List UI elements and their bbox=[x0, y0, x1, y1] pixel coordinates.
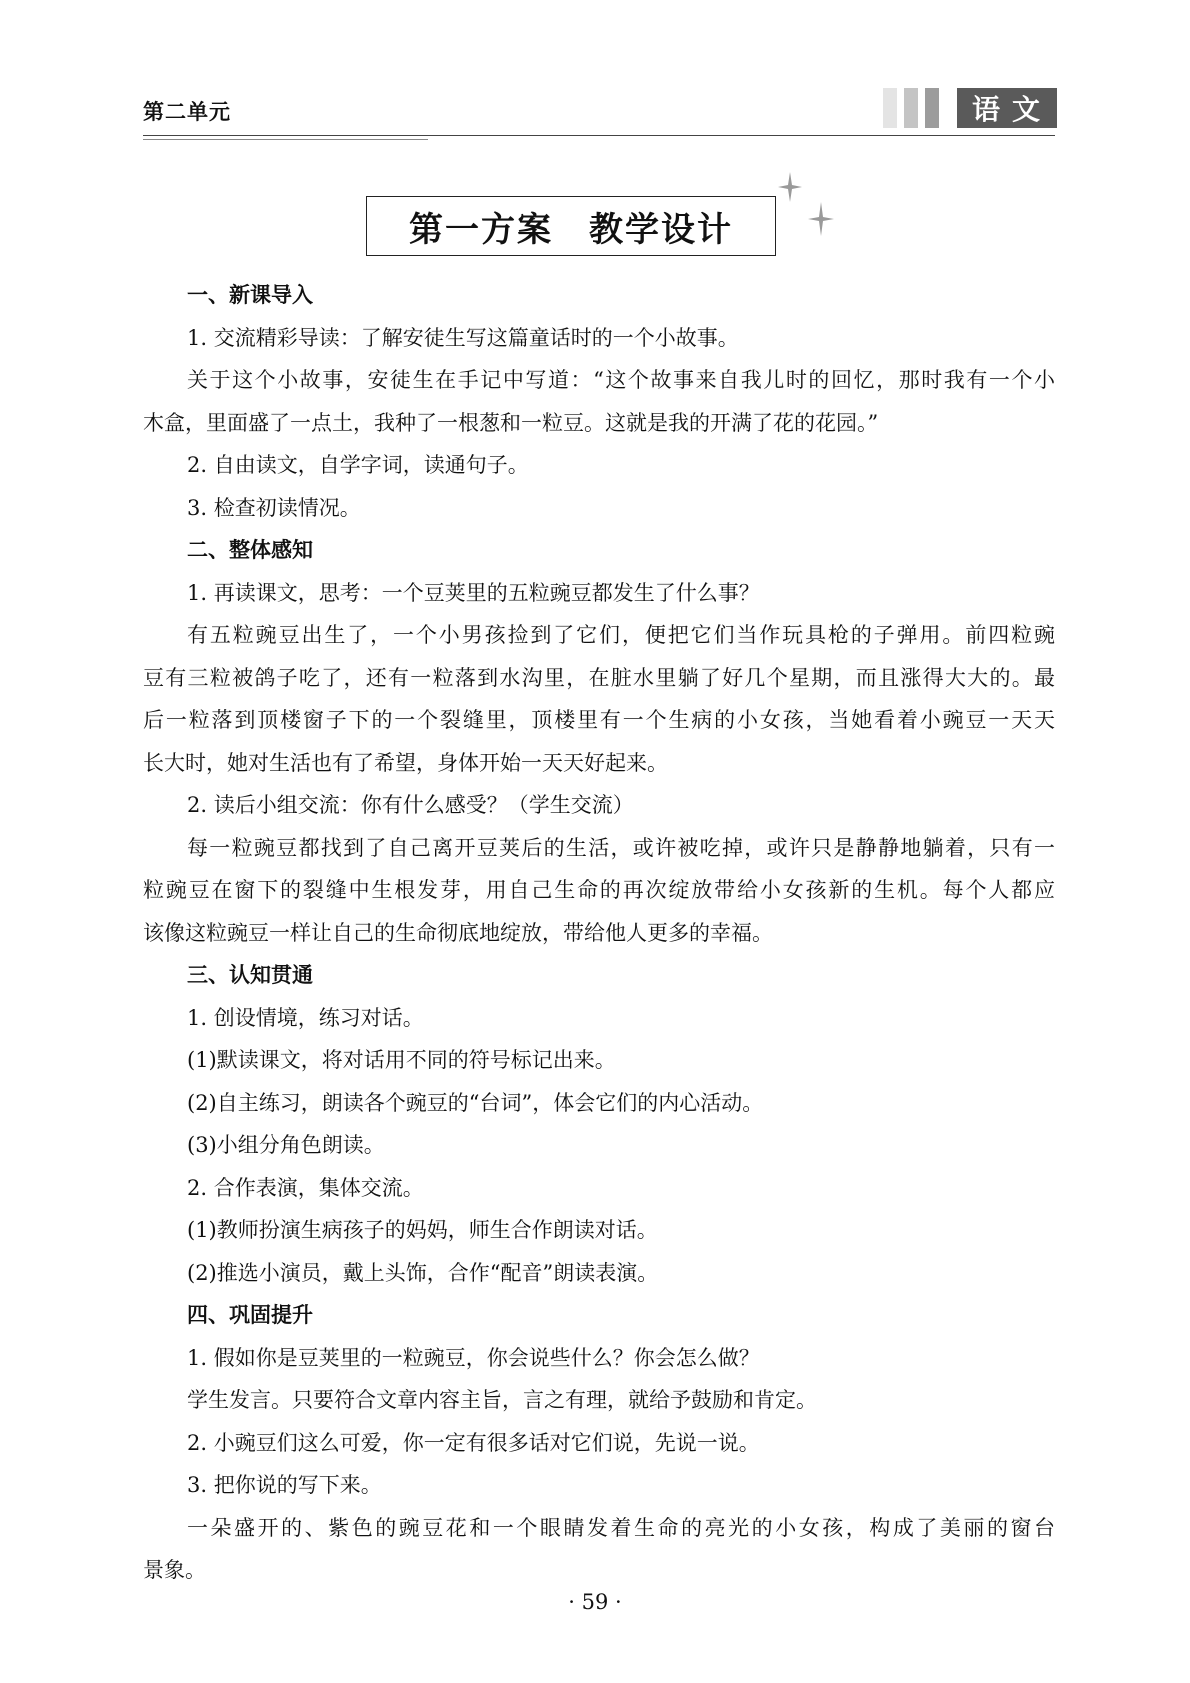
body-line: 后一粒落到顶楼窗子下的一个裂缝里，顶楼里有一个生病的小女孩，当她看着小豌豆一天天 bbox=[143, 708, 1055, 732]
body-line: 2. 小豌豆们这么可爱，你一定有很多话对它们说，先说一说。 bbox=[187, 1430, 760, 1455]
body-line: 一朵盛开的、紫色的豌豆花和一个眼睛发着生命的亮光的小女孩，构成了美丽的窗台 bbox=[187, 1515, 1055, 1540]
body-line: 3. 检查初读情况。 bbox=[187, 495, 361, 520]
section-heading: 一、新课导入 bbox=[187, 283, 313, 307]
subject-label: 语文 bbox=[957, 88, 1057, 128]
unit-label: 第二单元 bbox=[143, 100, 231, 124]
body-line: 1. 创设情境，练习对话。 bbox=[187, 1005, 424, 1030]
body-line: 2. 读后小组交流：你有什么感受？（学生交流） bbox=[187, 793, 634, 817]
body-line: (1)教师扮演生病孩子的妈妈，师生合作朗读对话。 bbox=[187, 1218, 658, 1242]
lesson-body bbox=[143, 274, 1055, 1592]
page-number: · 59 · bbox=[568, 1590, 622, 1614]
body-line: 1. 交流精彩导读：了解安徒生写这篇童话时的一个小故事。 bbox=[187, 325, 739, 350]
body-line: 2. 合作表演，集体交流。 bbox=[187, 1175, 424, 1200]
body-line: 景象。 bbox=[143, 1558, 206, 1582]
body-line: (2)自主练习，朗读各个豌豆的“台词”，体会它们的内心活动。 bbox=[187, 1090, 764, 1115]
body-line: (1)默读课文，将对话用不同的符号标记出来。 bbox=[187, 1048, 616, 1072]
body-line: 学生发言。只要符合文章内容主旨，言之有理，就给予鼓励和肯定。 bbox=[187, 1388, 817, 1412]
section-heading: 四、巩固提升 bbox=[187, 1303, 313, 1327]
body-line: 长大时，她对生活也有了希望，身体开始一天天好起来。 bbox=[143, 750, 668, 775]
body-line: (2)推选小演员，戴上头饰，合作“配音”朗读表演。 bbox=[187, 1260, 659, 1285]
decorative-bar bbox=[925, 88, 939, 128]
sparkle-icon bbox=[808, 202, 834, 236]
section-heading: 二、整体感知 bbox=[187, 538, 313, 562]
body-line: 每一粒豌豆都找到了自己离开豆荚后的生活，或许被吃掉，或许只是静静地躺着，只有一 bbox=[187, 835, 1055, 860]
sparkle-icon bbox=[778, 172, 802, 202]
body-line: 木盒，里面盛了一点土，我种了一根葱和一粒豆。这就是我的开满了花的花园。” bbox=[143, 410, 879, 435]
body-line: 1. 假如你是豆荚里的一粒豌豆，你会说些什么？你会怎么做？ bbox=[187, 1345, 760, 1370]
body-line: 1. 再读课文，思考：一个豆荚里的五粒豌豆都发生了什么事？ bbox=[187, 580, 760, 605]
body-line: 2. 自由读文，自学字词，读通句子。 bbox=[187, 453, 529, 477]
section-heading: 三、认知贯通 bbox=[187, 963, 313, 987]
header-divider-short bbox=[143, 139, 428, 140]
body-line: 豆有三粒被鸽子吃了，还有一粒落到水沟里，在脏水里躺了好几个星期，而且涨得大大的。最 bbox=[143, 665, 1055, 690]
decorative-bar bbox=[904, 88, 918, 128]
body-line: 粒豌豆在窗下的裂缝中生根发芽，用自己生命的再次绽放带给小女孩新的生机。每个人都应 bbox=[143, 878, 1055, 902]
body-line: 3. 把你说的写下来。 bbox=[187, 1473, 382, 1497]
body-line: (3)小组分角色朗读。 bbox=[187, 1133, 385, 1157]
page-title: 第一方案 教学设计 bbox=[366, 196, 776, 256]
body-line: 关于这个小故事，安徒生在手记中写道：“这个故事来自我儿时的回忆，那时我有一个小 bbox=[187, 368, 1055, 392]
header-divider bbox=[143, 135, 1055, 136]
body-line: 有五粒豌豆出生了，一个小男孩捡到了它们，便把它们当作玩具枪的子弹用。前四粒豌 bbox=[187, 623, 1055, 647]
body-line: 该像这粒豌豆一样让自己的生命彻底地绽放，带给他人更多的幸福。 bbox=[143, 920, 773, 945]
decorative-bar bbox=[883, 88, 897, 128]
